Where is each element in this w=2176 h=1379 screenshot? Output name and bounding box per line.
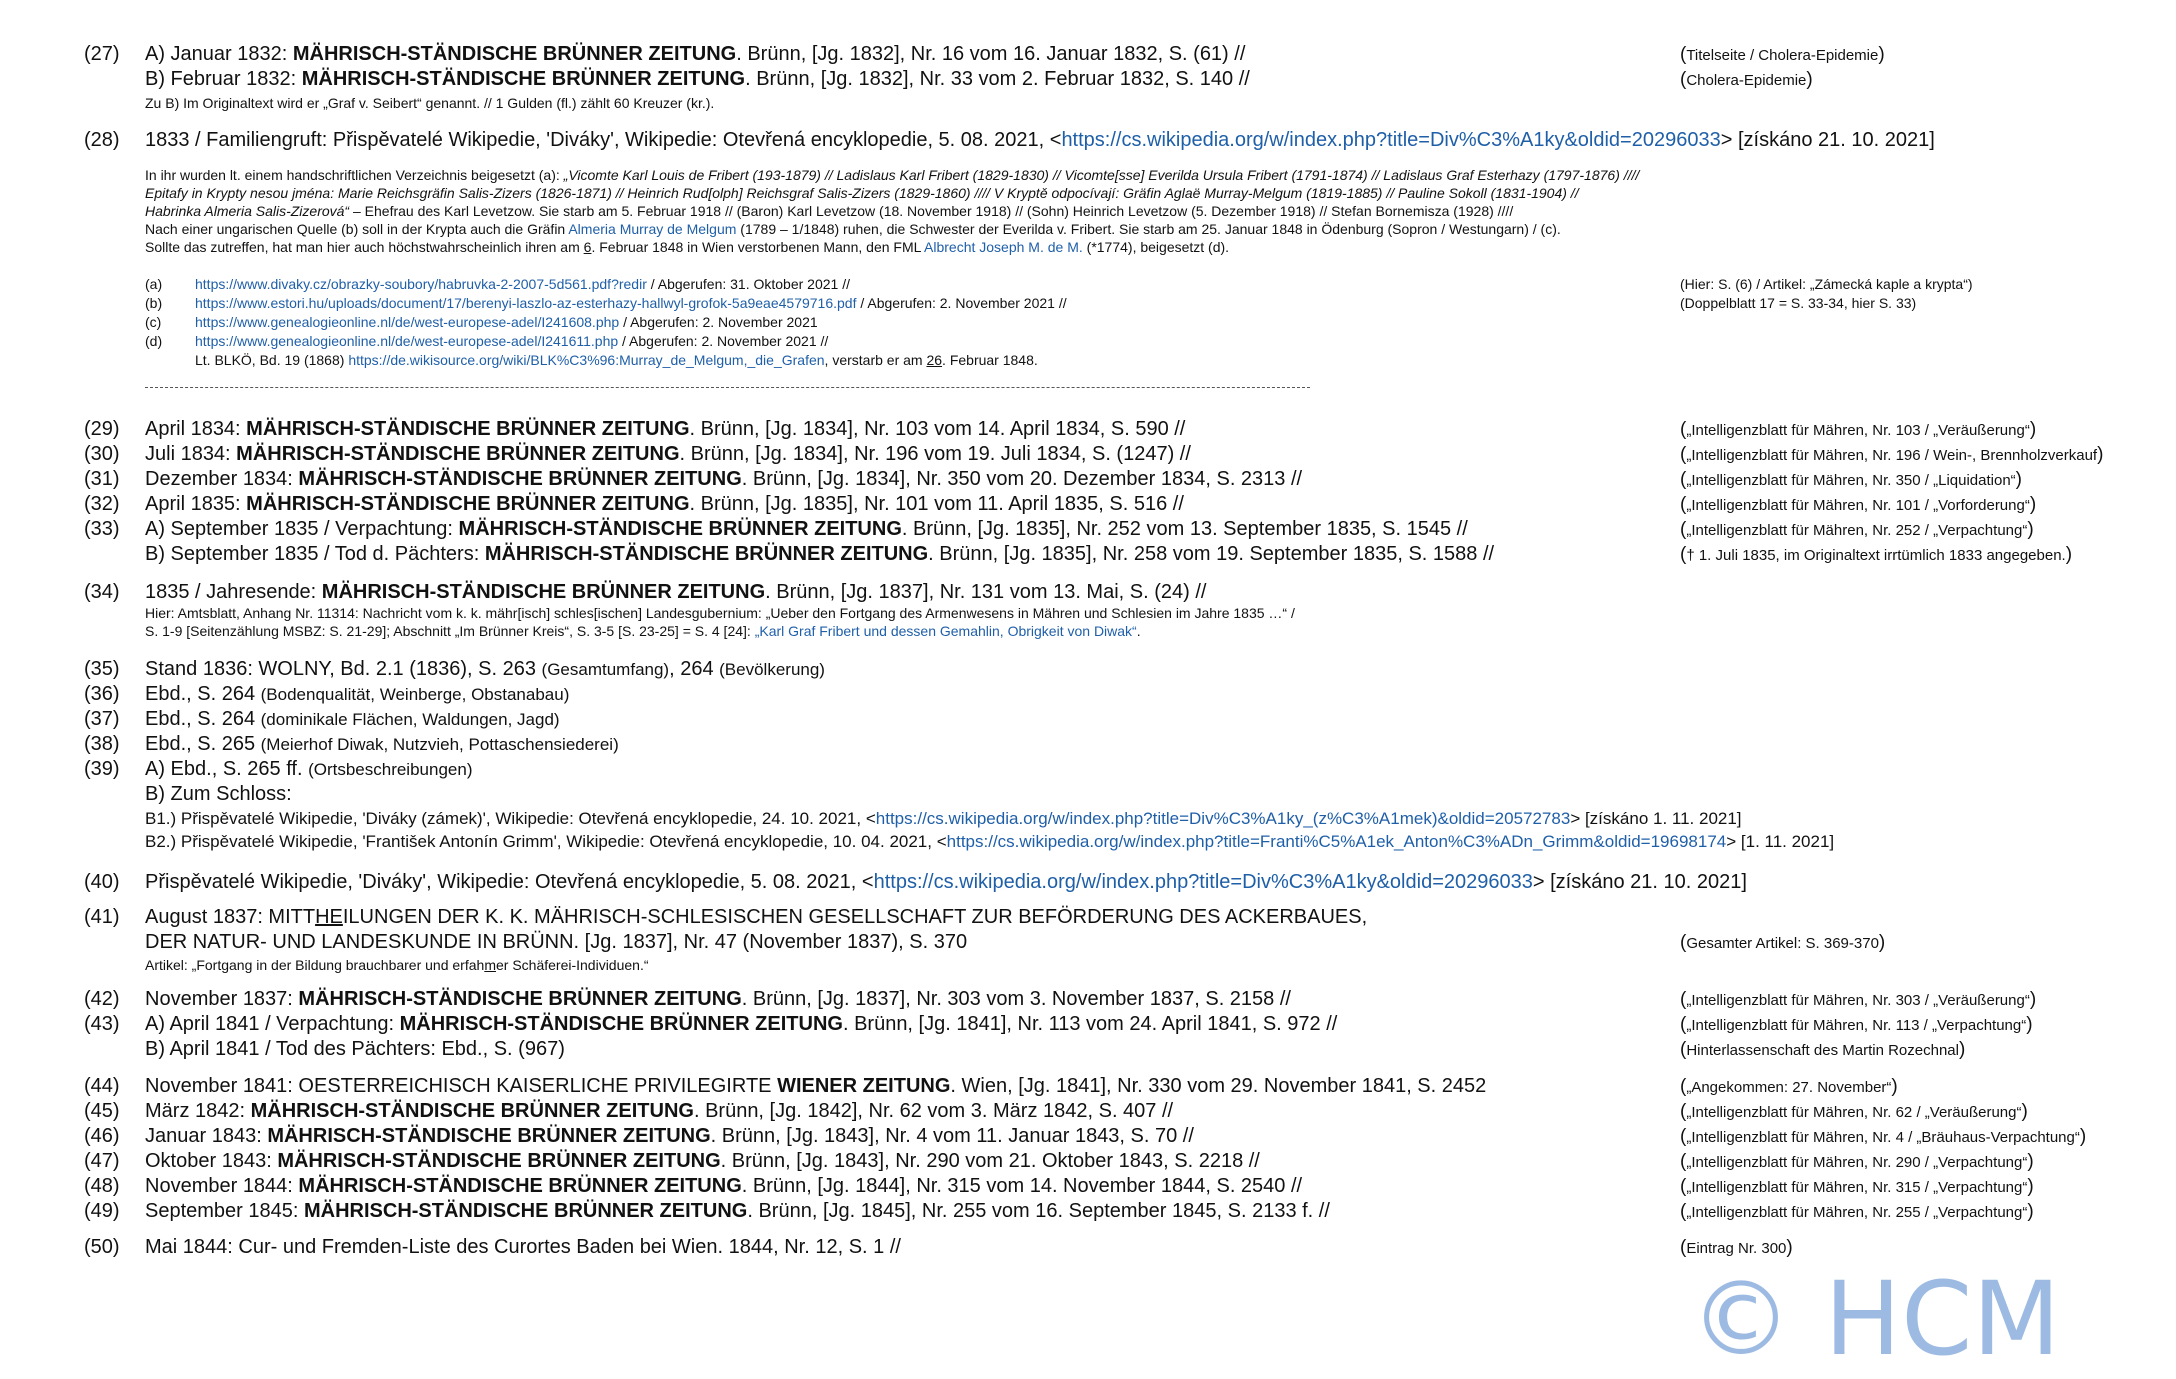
entry-text: A) Januar 1832: MÄHRISCH-STÄNDISCHE BRÜNNER ZEITUNG. Brünn, [Jg. 1832], Nr. 16 vom 16. Januar 1832, S. (61) // — [145, 43, 1246, 65]
entry-number: (36) — [84, 683, 120, 705]
entry-number: (46) — [84, 1125, 120, 1147]
entry-text: Oktober 1843: MÄHRISCH-STÄNDISCHE BRÜNNER ZEITUNG. Brünn, [Jg. 1843], Nr. 290 vom 21. Oktober 1843, S. 2218 // — [145, 1150, 1260, 1172]
ref-key: (a) — [145, 276, 163, 292]
entry-number: (39) — [84, 758, 120, 780]
right-comment: („Intelligenzblatt für Mähren, Nr. 315 / „Verpachtung“) — [1680, 1176, 2034, 1197]
entry-text: Ebd., S. 264 (dominikale Flächen, Waldungen, Jagd) — [145, 708, 560, 730]
entry-text: Dezember 1834: MÄHRISCH-STÄNDISCHE BRÜNNER ZEITUNG. Brünn, [Jg. 1834], Nr. 350 vom 20. Dezember 1834, S. 2313 // — [145, 468, 1303, 490]
entry-number: (44) — [84, 1075, 120, 1097]
right-comment: („Intelligenzblatt für Mähren, Nr. 196 / Wein-, Brennholzverkauf) — [1680, 444, 2104, 465]
entry-number: (27) — [84, 43, 120, 65]
right-comment: („Angekommen: 27. November“) — [1680, 1076, 1898, 1097]
wiki-link[interactable]: https://cs.wikipedia.org/w/index.php?title=Div%C3%A1ky_(z%C3%A1mek)&oldid=20572783 — [875, 809, 1571, 828]
right-comment: (Hier: S. (6) / Artikel: „Zámecká kaple a krypta“) — [1680, 276, 1973, 292]
right-comment: († 1. Juli 1835, im Originaltext irrtümlich 1833 angegeben.) — [1680, 544, 2073, 565]
entry-text: März 1842: MÄHRISCH-STÄNDISCHE BRÜNNER ZEITUNG. Brünn, [Jg. 1842], Nr. 62 vom 3. März 1842, S. 407 // — [145, 1100, 1174, 1122]
right-comment: (Gesamter Artikel: S. 369-370) — [1680, 932, 1886, 953]
entry-text: April 1835: MÄHRISCH-STÄNDISCHE BRÜNNER ZEITUNG. Brünn, [Jg. 1835], Nr. 101 vom 11. April 1835, S. 516 // — [145, 493, 1184, 515]
entry-text: Přispěvatelé Wikipedie, 'Diváky', Wikipedie: Otevřená encyklopedie, 5. 08. 2021, <https://cs.wikipedia.org/w/index.php?title=Div%C3%A1ky&oldid=20296033> [získáno 21. 10. 2021] — [145, 871, 1747, 893]
ref-line: https://www.estori.hu/uploads/document/17/berenyi-laszlo-az-esterhazy-hallwyl-grofok-5a9eae4579716.pdf / Abgerufen: 2. November 2021 // — [195, 295, 1067, 311]
right-comment: („Intelligenzblatt für Mähren, Nr. 303 / „Veräußerung“) — [1680, 989, 2037, 1010]
entry-text: A) Ebd., S. 265 ff. (Ortsbeschreibungen) — [145, 758, 473, 780]
wiki-link[interactable]: https://cs.wikipedia.org/w/index.php?title=Franti%C5%A1ek_Anton%C3%ADn_Grimm&oldid=19698174 — [946, 832, 1727, 851]
entry-text: Mai 1844: Cur- und Fremden-Liste des Curortes Baden bei Wien. 1844, Nr. 12, S. 1 // — [145, 1236, 901, 1258]
entry-number: (42) — [84, 988, 120, 1010]
right-comment: („Intelligenzblatt für Mähren, Nr. 350 / „Liquidation“) — [1680, 469, 2022, 490]
right-comment: (Doppelblatt 17 = S. 33-34, hier S. 33) — [1680, 295, 1917, 311]
entry-text: Ebd., S. 265 (Meierhof Diwak, Nutzvieh, Pottaschensiederei) — [145, 733, 619, 755]
entry-text: Stand 1836: WOLNY, Bd. 2.1 (1836), S. 263 (Gesamtumfang), 264 (Bevölkerung) — [145, 658, 825, 680]
copyright-watermark: © HCM — [1690, 1260, 2061, 1379]
ref-key: (c) — [145, 314, 162, 330]
entry-text: Juli 1834: MÄHRISCH-STÄNDISCHE BRÜNNER ZEITUNG. Brünn, [Jg. 1834], Nr. 196 vom 19. Juli 1834, S. (1247) // — [145, 443, 1191, 465]
wiki-link[interactable]: https://cs.wikipedia.org/w/index.php?title=Div%C3%A1ky&oldid=20296033 — [873, 871, 1533, 893]
entry-text: August 1837: MITTHEILUNGEN DER K. K. MÄHRISCH-SCHLESISCHEN GESELLSCHAFT ZUR BEFÖRDERUNG DES ACKERBAUES, — [145, 906, 1368, 928]
entry-number: (34) — [84, 581, 120, 603]
entry-text: November 1841: OESTERREICHISCH KAISERLICHE PRIVILEGIRTE WIENER ZEITUNG. Wien, [Jg. 1841], Nr. 330 vom 29. November 1841, S. 2452 — [145, 1075, 1487, 1097]
right-comment: („Intelligenzblatt für Mähren, Nr. 101 / „Vorforderung“) — [1680, 494, 2037, 515]
entry-text: April 1834: MÄHRISCH-STÄNDISCHE BRÜNNER ZEITUNG. Brünn, [Jg. 1834], Nr. 103 vom 14. April 1834, S. 590 // — [145, 418, 1186, 440]
ref-link[interactable]: https://www.estori.hu/uploads/document/17/berenyi-laszlo-az-esterhazy-hallwyl-grofok-5a9eae4579716.pdf — [195, 295, 857, 311]
entry-text: November 1837: MÄHRISCH-STÄNDISCHE BRÜNNER ZEITUNG. Brünn, [Jg. 1837], Nr. 303 vom 3. November 1837, S. 2158 // — [145, 988, 1291, 1010]
almeria-link[interactable]: Almeria Murray de Melgum — [568, 221, 737, 237]
entry-number: (35) — [84, 658, 120, 680]
entry-number: (33) — [84, 518, 120, 540]
entry-number: (28) — [84, 129, 120, 151]
entry-note: Hier: Amtsblatt, Anhang Nr. 11314: Nachricht vom k. k. mähr[isch] schles[ischen] Landesgubernium: „Ueber den Fortgang des Armenwesens in Mähren und Schlesien im Jahre 1835 …“ / — [145, 605, 1295, 621]
entry-note: Nach einer ungarischen Quelle (b) soll in der Krypta auch die Gräfin Almeria Murray de Melgum (1789 – 1/1848) ruhen, die Schwester der Everilda v. Fribert. Sie starb am 25. Januar 1848 in Ödenburg (Sopron / Westungarn) / (c). — [145, 221, 1561, 237]
ref-link[interactable]: https://www.divaky.cz/obrazky-soubory/habruvka-2-2007-5d561.pdf?redir — [195, 276, 647, 292]
right-comment: („Intelligenzblatt für Mähren, Nr. 62 / „Veräußerung“) — [1680, 1101, 2028, 1122]
entry-text: B1.) Přispěvatelé Wikipedie, 'Diváky (zámek)', Wikipedie: Otevřená encyklopedie, 24. 10. 2021, <https://cs.wikipedia.org/w/index.php?title=Div%C3%A1ky_(z%C3%A1mek)&oldid=20572783> [získáno 1. 11. 2021] — [145, 809, 1742, 828]
ref-link[interactable]: https://www.genealogieonline.nl/de/west-europese-adel/I241608.php — [195, 314, 620, 330]
right-comment: (Titelseite / Cholera-Epidemie) — [1680, 44, 1885, 65]
albrecht-link[interactable]: Albrecht Joseph M. de M. — [924, 239, 1083, 255]
entry-number: (32) — [84, 493, 120, 515]
ref-line: https://www.divaky.cz/obrazky-soubory/habruvka-2-2007-5d561.pdf?redir / Abgerufen: 31. Oktober 2021 // — [195, 276, 850, 292]
entry-number: (48) — [84, 1175, 120, 1197]
entry-text: 1835 / Jahresende: MÄHRISCH-STÄNDISCHE BRÜNNER ZEITUNG. Brünn, [Jg. 1837], Nr. 131 vom 13. Mai, S. (24) // — [145, 581, 1207, 603]
entry-number: (40) — [84, 871, 120, 893]
entry-text: DER NATUR- UND LANDESKUNDE IN BRÜNN. [Jg. 1837], Nr. 47 (November 1837), S. 370 — [145, 931, 968, 953]
divider — [145, 387, 1310, 388]
entry-note: In ihr wurden lt. einem handschriftlichen Verzeichnis beigesetzt (a): „Vicomte Karl Louis de Fribert (193-1879) // Ladislaus Karl Fribert (1829-1830) // Vicomte[sse] Everilda Ursula Fribert (1791-1874) // Ladislaus Graf Esterhazy (1797-1876) //// — [145, 167, 1640, 183]
right-comment: (Eintrag Nr. 300) — [1680, 1237, 1793, 1258]
entry-note: S. 1-9 [Seitenzählung MSBZ: S. 21-29]; Abschnitt „Im Brünner Kreis“, S. 3-5 [S. 23-25] = S. 4 [24]: „Karl Graf Fribert und dessen Gemahlin, Obrigkeit von Diwak“. — [145, 623, 1141, 639]
right-comment: („Intelligenzblatt für Mähren, Nr. 252 / „Verpachtung“) — [1680, 519, 2034, 540]
right-comment: („Intelligenzblatt für Mähren, Nr. 113 / „Verpachtung“) — [1680, 1014, 2033, 1035]
ref-key: (b) — [145, 295, 163, 311]
entry-text: 1833 / Familiengruft: Přispěvatelé Wikipedie, 'Diváky', Wikipedie: Otevřená encyklopedie, 5. 08. 2021, <https://cs.wikipedia.org/w/index.php?title=Div%C3%A1ky&oldid=20296033> [získáno 21. 10. 2021] — [145, 129, 1935, 151]
ref-line: https://www.genealogieonline.nl/de/west-europese-adel/I241611.php / Abgerufen: 2. November 2021 // — [195, 333, 829, 349]
entry-number: (43) — [84, 1013, 120, 1035]
right-comment: („Intelligenzblatt für Mähren, Nr. 4 / „Bräuhaus-Verpachtung“) — [1680, 1126, 2087, 1147]
wikisource-link[interactable]: https://de.wikisource.org/wiki/BLK%C3%96:Murray_de_Melgum,_die_Grafen — [348, 352, 825, 368]
entry-text: B) September 1835 / Tod d. Pächters: MÄHRISCH-STÄNDISCHE BRÜNNER ZEITUNG. Brünn, [Jg. 1835], Nr. 258 vom 19. September 1835, S. 1588 // — [145, 543, 1495, 565]
entry-number: (38) — [84, 733, 120, 755]
entry-number: (37) — [84, 708, 120, 730]
right-comment: („Intelligenzblatt für Mähren, Nr. 103 / „Veräußerung“) — [1680, 419, 2037, 440]
entry-text: September 1845: MÄHRISCH-STÄNDISCHE BRÜNNER ZEITUNG. Brünn, [Jg. 1845], Nr. 255 vom 16. September 1845, S. 2133 f. // — [145, 1200, 1330, 1222]
article-link[interactable]: „Karl Graf Fribert und dessen Gemahlin, Obrigkeit von Diwak“ — [754, 623, 1137, 639]
right-comment: (Hinterlassenschaft des Martin Rozechnal) — [1680, 1039, 1966, 1060]
entry-note: Habrinka Almeria Salis-Zizerová“ – Ehefrau des Karl Levetzow. Sie starb am 5. Februar 1918 // (Baron) Karl Levetzow (18. November 1918) // (Sohn) Heinrich Levetzow (5. Dezember 1918) // Stefan Bornemisza (1928) //// — [145, 203, 1514, 219]
entry-text: B) Zum Schloss: — [145, 783, 292, 805]
ref-line: Lt. BLKÖ, Bd. 19 (1868) https://de.wikisource.org/wiki/BLK%C3%96:Murray_de_Melgum,_die_Grafen, verstarb er am 26. Februar 1848. — [195, 352, 1038, 368]
entry-number: (47) — [84, 1150, 120, 1172]
entry-number: (31) — [84, 468, 120, 490]
ref-line: https://www.genealogieonline.nl/de/west-europese-adel/I241608.php / Abgerufen: 2. November 2021 — [195, 314, 818, 330]
right-comment: („Intelligenzblatt für Mähren, Nr. 290 / „Verpachtung“) — [1680, 1151, 2034, 1172]
entry-note: Sollte das zutreffen, hat man hier auch höchstwahrscheinlich ihren am 6. Februar 1848 in Wien verstorbenen Mann, den FML Albrecht Joseph M. de M. (*1774), beigesetzt (d). — [145, 239, 1230, 255]
entry-text: Ebd., S. 264 (Bodenqualität, Weinberge, Obstanabau) — [145, 683, 570, 705]
entry-number: (41) — [84, 906, 120, 928]
entry-number: (30) — [84, 443, 120, 465]
entry-number: (50) — [84, 1236, 120, 1258]
entry-text: A) September 1835 / Verpachtung: MÄHRISCH-STÄNDISCHE BRÜNNER ZEITUNG. Brünn, [Jg. 1835], Nr. 252 vom 13. September 1835, S. 1545 // — [145, 518, 1468, 540]
ref-key: (d) — [145, 333, 163, 349]
entry-text: A) April 1841 / Verpachtung: MÄHRISCH-STÄNDISCHE BRÜNNER ZEITUNG. Brünn, [Jg. 1841], Nr. 113 vom 24. April 1841, S. 972 // — [145, 1013, 1338, 1035]
ref-link[interactable]: https://www.genealogieonline.nl/de/west-europese-adel/I241611.php — [195, 333, 619, 349]
entry-text: Januar 1843: MÄHRISCH-STÄNDISCHE BRÜNNER ZEITUNG. Brünn, [Jg. 1843], Nr. 4 vom 11. Januar 1843, S. 70 // — [145, 1125, 1194, 1147]
entry-note: Artikel: „Fortgang in der Bildung brauchbarer und erfahmer Schäferei-Individuen.“ — [145, 957, 649, 973]
entry-text: November 1844: MÄHRISCH-STÄNDISCHE BRÜNNER ZEITUNG. Brünn, [Jg. 1844], Nr. 315 vom 14. November 1844, S. 2540 // — [145, 1175, 1303, 1197]
entry-text: B) Februar 1832: MÄHRISCH-STÄNDISCHE BRÜNNER ZEITUNG. Brünn, [Jg. 1832], Nr. 33 vom 2. Februar 1832, S. 140 // — [145, 68, 1250, 90]
entry-number: (29) — [84, 418, 120, 440]
right-comment: (Cholera-Epidemie) — [1680, 69, 1813, 90]
entry-number: (49) — [84, 1200, 120, 1222]
entry-text: B) April 1841 / Tod des Pächters: Ebd., S. (967) — [145, 1038, 565, 1060]
wiki-link[interactable]: https://cs.wikipedia.org/w/index.php?title=Div%C3%A1ky&oldid=20296033 — [1061, 129, 1721, 151]
entry-number: (45) — [84, 1100, 120, 1122]
right-comment: („Intelligenzblatt für Mähren, Nr. 255 / „Verpachtung“) — [1680, 1201, 2034, 1222]
entry-text: B2.) Přispěvatelé Wikipedie, 'František Antonín Grimm', Wikipedie: Otevřená encyklopedie, 10. 04. 2021, <https://cs.wikipedia.org/w/index.php?title=Franti%C5%A1ek_Anton%C3%ADn_Grimm&oldid=19698174> [1. 11. 2021] — [145, 832, 1835, 851]
entry-note: Zu B) Im Originaltext wird er „Graf v. Seibert“ genannt. // 1 Gulden (fl.) zählt 60 Kreuzer (kr.). — [145, 95, 715, 111]
entry-note: Epitafy in Krypty nesou jména: Marie Reichsgräfin Salis-Zizers (1826-1871) // Heinrich Rud[olph] Reichsgraf Salis-Zizers (1829-1860) //// V Kryptě odpocívají: Gräfin Aglaë Murray-Melgum (1819-1885) // Pauline Sokoll (1831-1904) // — [145, 185, 1579, 201]
